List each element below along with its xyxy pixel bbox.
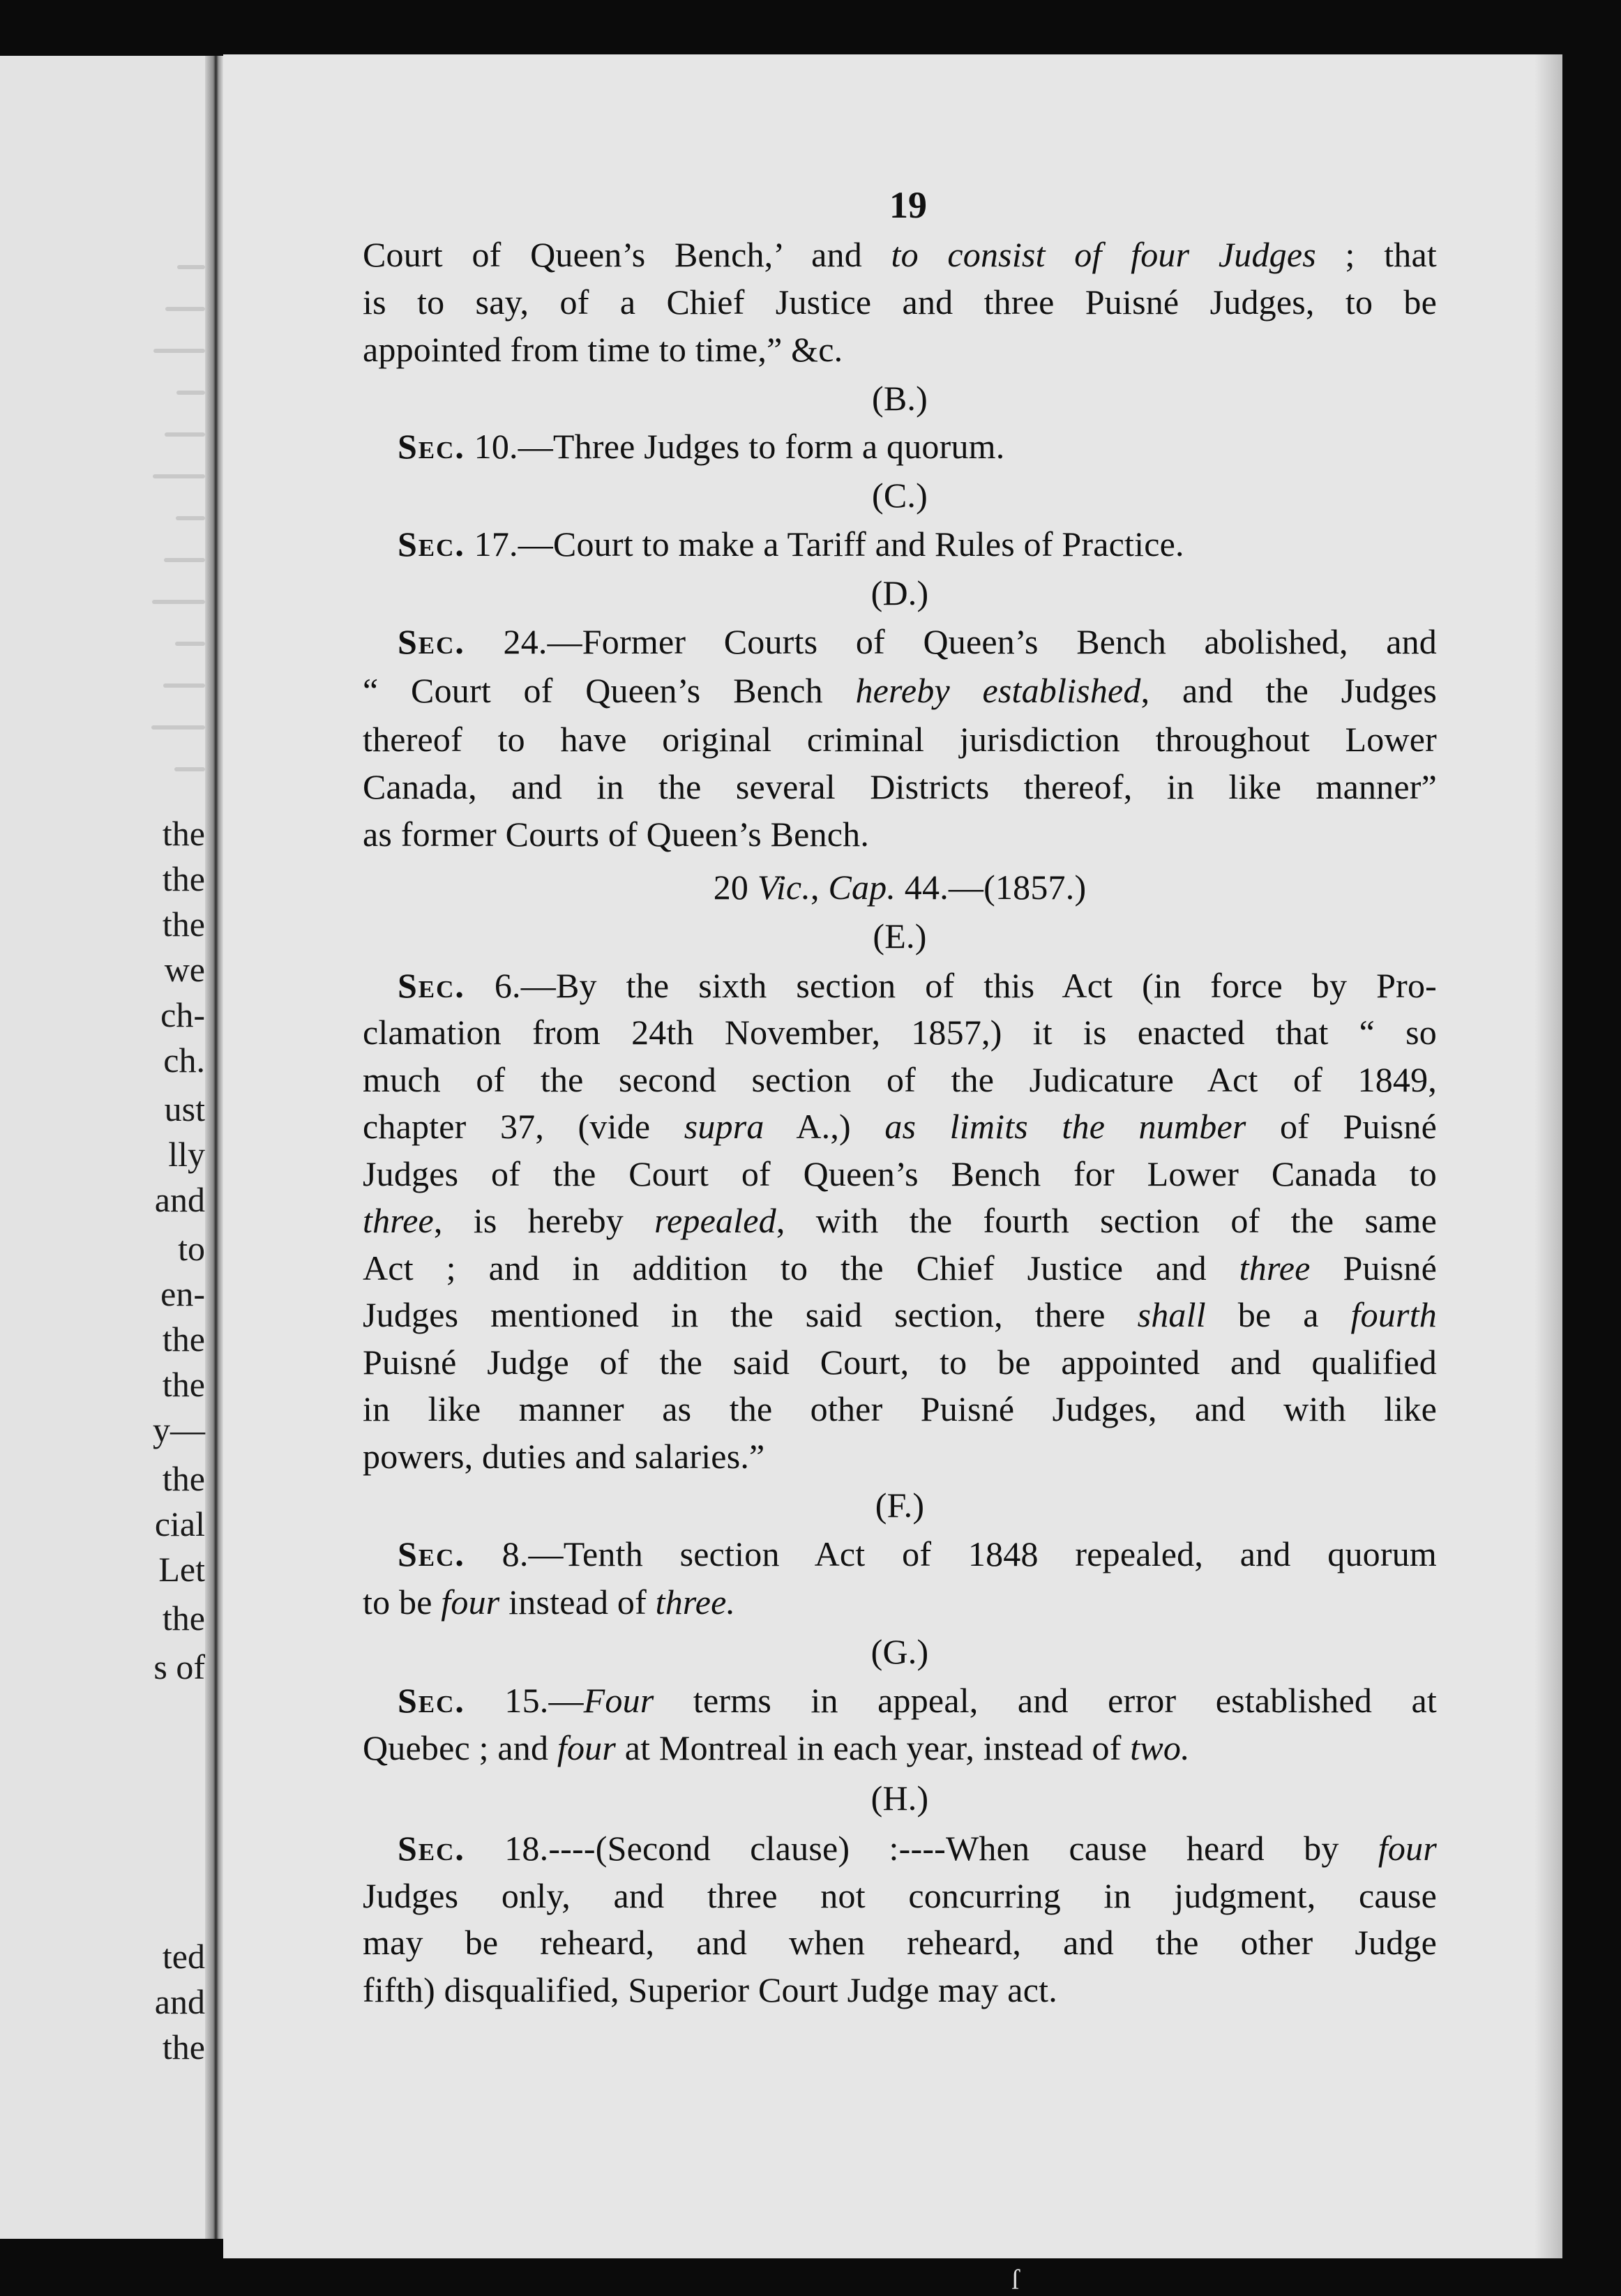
text-line xyxy=(363,1875,1437,1917)
section-label: Sec. xyxy=(398,966,465,1005)
text-span: (H.) xyxy=(870,1778,929,1818)
section-label: Sec. xyxy=(398,1534,465,1573)
text-line xyxy=(363,523,1437,565)
text-line xyxy=(363,915,1437,957)
text-line xyxy=(363,1921,1437,1963)
text-line xyxy=(363,1105,1437,1147)
text-span: (E.) xyxy=(873,916,927,956)
text-line xyxy=(363,866,1437,908)
text-line xyxy=(363,1435,1437,1477)
text-line xyxy=(363,1827,1437,1869)
italic-text: three. xyxy=(655,1583,736,1622)
bleed-through-mark xyxy=(151,725,205,730)
left-page-word: the xyxy=(162,859,205,898)
book-gutter xyxy=(205,56,223,2239)
italic-text: supra xyxy=(684,1107,764,1146)
left-page-word: the xyxy=(162,1320,205,1359)
italic-text: repealed xyxy=(654,1201,776,1240)
left-page-word: en- xyxy=(160,1274,205,1313)
text-span: Judges only, and three not concurring in judgment, cause xyxy=(363,1876,1437,1915)
text-span: Court of Queen’s Bench,’ and xyxy=(363,235,891,274)
text-span: instead of xyxy=(499,1583,656,1622)
text-span: , xyxy=(810,868,829,907)
text-span: (F.) xyxy=(875,1486,925,1525)
text-line xyxy=(363,377,1437,419)
text-line xyxy=(363,1341,1437,1383)
section-label: Sec. xyxy=(398,524,465,564)
text-span: Act ; and in addition to the Chief Justice and xyxy=(363,1248,1239,1287)
left-page-word: ust xyxy=(164,1089,205,1128)
italic-text: four xyxy=(441,1583,500,1622)
text-span: ; that xyxy=(1315,235,1437,274)
left-page-word: ch. xyxy=(163,1041,205,1080)
scan-mark: ſ xyxy=(1011,2264,1020,2295)
text-span: (C.) xyxy=(872,476,928,515)
left-page-word: ted xyxy=(162,1937,205,1976)
bleed-through-mark xyxy=(165,432,205,437)
text-line xyxy=(363,1388,1437,1430)
text-span: 15.— xyxy=(465,1681,584,1720)
text-line xyxy=(363,474,1437,516)
text-line xyxy=(363,1294,1437,1336)
text-line xyxy=(363,1059,1437,1101)
text-line xyxy=(363,813,1437,855)
bleed-through-mark xyxy=(174,767,205,771)
text-line xyxy=(363,1011,1437,1053)
text-span: , is hereby xyxy=(433,1201,655,1240)
left-page-word: the xyxy=(162,905,205,944)
page-number: 19 xyxy=(889,184,927,226)
italic-text: as limits the number xyxy=(884,1107,1246,1146)
text-line xyxy=(363,1777,1437,1819)
left-page-word: y— xyxy=(153,1410,205,1449)
italic-text: four xyxy=(1378,1829,1437,1868)
text-line xyxy=(363,1484,1437,1526)
text-line xyxy=(363,1581,1437,1623)
text-line xyxy=(363,281,1437,323)
left-page-word: the xyxy=(162,1599,205,1638)
text-line xyxy=(363,718,1437,760)
italic-text: Vic. xyxy=(757,868,811,907)
text-span: 20 xyxy=(713,868,757,907)
section-label: Sec. xyxy=(398,1829,465,1868)
section-label: Sec. xyxy=(398,622,465,661)
bleed-through-mark xyxy=(152,600,205,604)
italic-text: hereby established xyxy=(855,671,1141,710)
left-page-word: and xyxy=(154,1982,205,2021)
section-label: Sec. xyxy=(398,427,465,466)
text-span: at Montreal in each year, instead of xyxy=(616,1728,1131,1767)
bleed-through-mark xyxy=(176,391,205,395)
text-line xyxy=(363,965,1437,1006)
text-line xyxy=(363,1969,1437,2011)
text-span: Quebec ; and xyxy=(363,1728,557,1767)
text-line xyxy=(363,766,1437,808)
left-page-word: the xyxy=(162,2027,205,2067)
page-edge-shadow xyxy=(1535,54,1562,2258)
text-line xyxy=(363,234,1437,275)
italic-text: three xyxy=(1239,1248,1311,1287)
text-span: 6.—By the sixth section of this Act (in force by Pro- xyxy=(465,966,1437,1005)
text-span: , with the fourth section of the same xyxy=(776,1201,1437,1240)
bleed-through-mark xyxy=(153,349,205,353)
italic-text: Cap. xyxy=(828,868,896,907)
text-line xyxy=(363,1679,1437,1721)
left-page-word: to xyxy=(178,1229,205,1268)
left-page-word: ch- xyxy=(160,995,205,1034)
text-span: appointed from time to time,” &c. xyxy=(363,330,843,369)
left-page-word: the xyxy=(162,1365,205,1404)
text-span: 24.—Former Courts of Queen’s Bench abolished, and xyxy=(465,622,1437,661)
text-span: to be xyxy=(363,1583,442,1622)
bleed-through-mark xyxy=(175,642,205,646)
section-label: Sec. xyxy=(398,1681,465,1720)
left-page-word: the xyxy=(162,1459,205,1498)
left-page-word: and xyxy=(154,1180,205,1219)
text-span: 10.—Three Judges to form a quorum. xyxy=(465,427,1005,466)
text-span: 8.—Tenth section Act of 1848 repealed, and quorum xyxy=(465,1534,1437,1573)
italic-text: shall xyxy=(1137,1295,1206,1334)
text-line xyxy=(363,1533,1437,1575)
left-facing-page xyxy=(0,56,209,2239)
text-line xyxy=(363,1247,1437,1289)
text-span: clamation from 24th November, 1857,) it is enacted that “ so xyxy=(363,1013,1437,1052)
text-line xyxy=(363,425,1437,467)
text-span: be a xyxy=(1205,1295,1351,1334)
text-span: much of the second section of the Judicature Act of 1849, xyxy=(363,1060,1437,1099)
text-span: fifth) disqualified, Superior Court Judge may act. xyxy=(363,1970,1057,2009)
text-line xyxy=(363,621,1437,663)
italic-text: fourth xyxy=(1350,1295,1437,1334)
text-span: 17.—Court to make a Tariff and Rules of Practice. xyxy=(465,524,1184,564)
text-line xyxy=(363,1727,1437,1769)
text-span: “ Court of Queen’s Bench xyxy=(363,671,856,710)
text-span: in like manner as the other Puisné Judges, and with like xyxy=(363,1389,1437,1428)
text-span: chapter 37, (vide xyxy=(363,1107,684,1146)
bleed-through-mark xyxy=(177,265,205,269)
italic-text: two. xyxy=(1130,1728,1190,1767)
text-span: terms in appeal, and error established at xyxy=(654,1681,1438,1720)
text-span: (D.) xyxy=(870,573,929,612)
text-span: Puisné xyxy=(1310,1248,1438,1287)
left-page-word: the xyxy=(162,814,205,853)
text-span: may be reheard, and when reheard, and the other Judge xyxy=(363,1923,1437,1962)
text-span: Puisné Judge of the said Court, to be appointed and qualified xyxy=(363,1343,1437,1382)
document-page xyxy=(223,54,1562,2258)
italic-text: Four xyxy=(583,1681,654,1720)
text-span: 18.----(Second clause) :----When cause heard by xyxy=(465,1829,1378,1868)
text-span: 44.—(1857.) xyxy=(896,868,1087,907)
text-span: (G.) xyxy=(870,1632,929,1671)
text-span: , and the Judges xyxy=(1140,671,1438,710)
text-line xyxy=(363,1153,1437,1195)
bleed-through-mark xyxy=(165,307,205,311)
left-page-word: Let xyxy=(158,1550,205,1589)
text-line xyxy=(363,670,1437,711)
text-span: is to say, of a Chief Justice and three Puisné Judges, to be xyxy=(363,282,1437,322)
text-span: Judges of the Court of Queen’s Bench for Lower Canada to xyxy=(363,1154,1437,1193)
left-page-word: lly xyxy=(168,1135,205,1174)
text-line xyxy=(363,1631,1437,1672)
left-page-word: s of xyxy=(153,1647,205,1686)
text-span: Canada, and in the several Districts thereof, in like manner” xyxy=(363,767,1437,806)
text-span: powers, duties and salaries.” xyxy=(363,1437,765,1476)
left-page-word: cial xyxy=(154,1504,205,1543)
italic-text: to consist of four Judges xyxy=(891,235,1316,274)
text-line xyxy=(363,328,1437,370)
italic-text: four xyxy=(557,1728,617,1767)
text-line xyxy=(363,572,1437,614)
text-span: (B.) xyxy=(872,379,928,418)
text-span: Judges mentioned in the said section, there xyxy=(363,1295,1138,1334)
text-span: thereof to have original criminal jurisdiction throughout Lower xyxy=(363,720,1437,759)
bleed-through-mark xyxy=(153,474,205,478)
text-line xyxy=(363,1200,1437,1241)
bleed-through-mark xyxy=(164,558,205,562)
text-span: as former Courts of Queen’s Bench. xyxy=(363,815,870,854)
italic-text: three xyxy=(363,1201,434,1240)
text-span: A.,) xyxy=(764,1107,885,1146)
bleed-through-mark xyxy=(176,516,205,520)
text-span: of Puisné xyxy=(1246,1107,1438,1146)
left-page-word: we xyxy=(164,950,205,989)
bleed-through-mark xyxy=(163,683,205,688)
